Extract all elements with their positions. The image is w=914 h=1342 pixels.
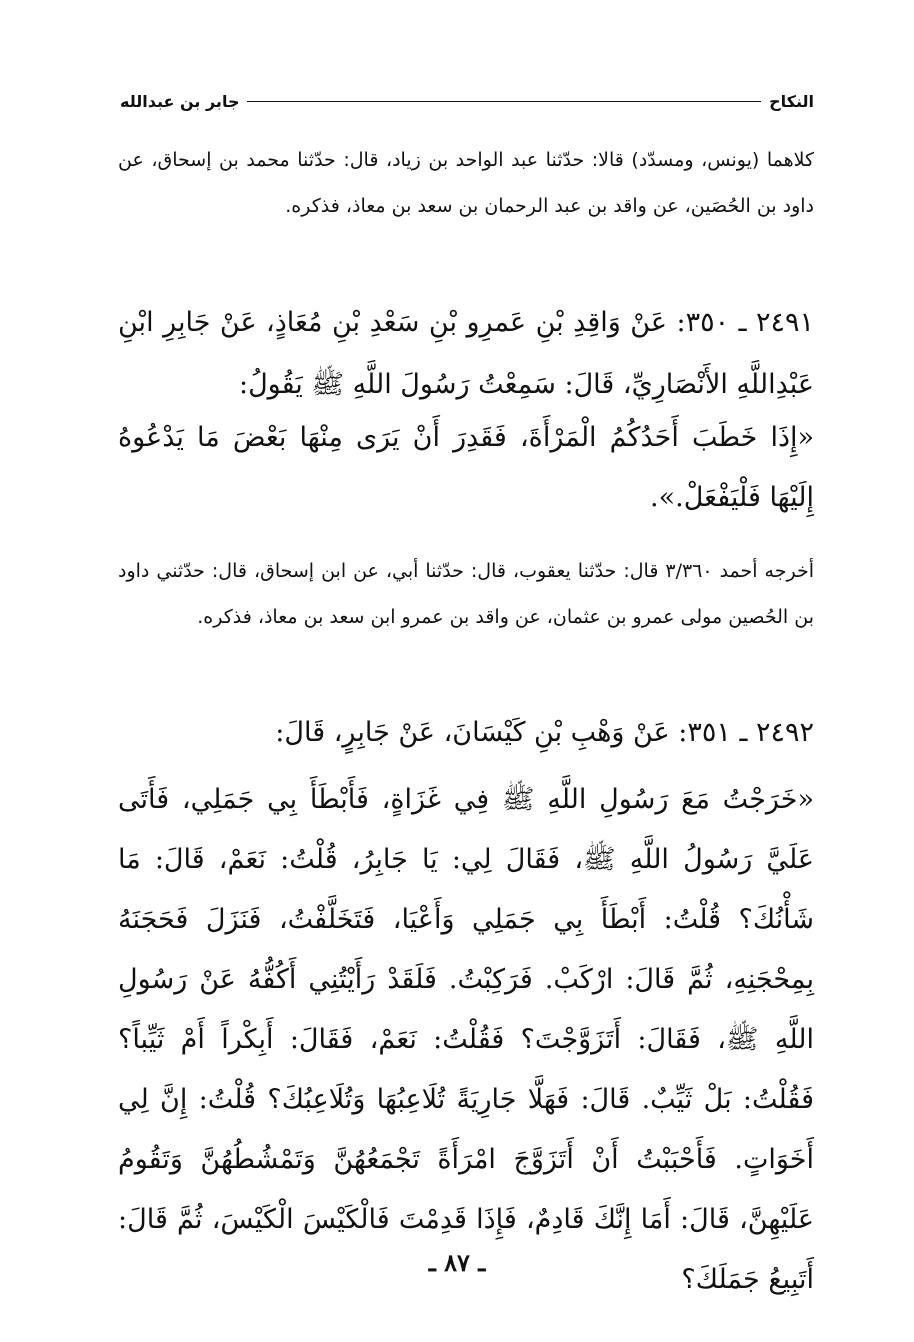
hadith-2491-heading: ٢٤٩١ ـ ٣٥٠: عَنْ وَاقِدِ بْنِ عَمرِو بْنِ سَعْدِ بْنِ مُعَاذٍ، عَنْ جَابِرِ ابْنِ عَبْدِاللَّهِ الأَنْصَارِيِّ، قَالَ: سَمِعْتُ رَسُولَ اللَّهِ ﷺ يَقُولُ: bbox=[118, 307, 815, 400]
hadith-2492-heading: ٢٤٩٢ ـ ٣٥١: عَنْ وَهْبِ بْنِ كَيْسَانَ، عَنْ جَابِرٍ، قَالَ: bbox=[275, 717, 814, 748]
header-rule bbox=[247, 101, 761, 102]
page-number: ـ ٨٧ ـ bbox=[428, 1248, 486, 1277]
isnad-paragraph: كلاهما (يونس، ومسدّد) قالا: حدّثنا عبد الواحد بن زياد، قال: حدّثنا محمد بن إسحاق، عن داود بن الحُصَين، عن واقد بن عبد الرحمان بن سعد بن معاذ، فذكره. bbox=[118, 149, 814, 217]
hadith-2491-takhrij: أخرجه أحمد ٣/٣٦٠ قال: حدّثنا يعقوب، قال: حدّثنا أبي، عن ابن إسحاق، قال: حدّثني داود بن الحُصين مولى عمرو بن عثمان، عن واقد بن عمرو ابن سعد بن معاذ، فذكره. bbox=[118, 560, 814, 628]
chapter-title: النكاح bbox=[769, 91, 814, 111]
hadith-2492-text: «خَرَجْتُ مَعَ رَسُولِ اللَّهِ ﷺ فِي غَزَاةٍ، فَأَبْطَأَ بِي جَمَلِي، فَأَتَى عَلَيَّ رَسُولُ اللَّهِ ﷺ، فَقَالَ لِي: يَا جَابِرُ، قُلْتُ: نَعَمْ، قَالَ: مَا شَأْنُكَ؟ قُلْتُ: أَبْطَأَ بِي جَمَلِي وَأَعْيَا، فَتَخَلَّفْتُ، فَنَزَلَ فَحَجَنَهُ بِمِحْجَنِهِ، ثُمَّ قَالَ: ارْكَبْ. فَرَكِبْتُ. فَلَقَدْ رَأَيْتُنِي أَكُفُّهُ عَنْ رَسُولِ اللَّهِ ﷺ، فَقَالَ: أَتَزَوَّجْتَ؟ فَقُلْتُ: نَعَمْ، فَقَالَ: أَبِكْراً أَمْ ثَيِّباً؟ فَقُلْتُ: بَلْ ثَيِّبٌ. قَالَ: فَهَلَّا جَارِيَةً تُلَاعِبُهَا وَتُلَاعِبُكَ؟ قُلْتُ: إِنَّ لِي أَخَوَاتٍ. فَأَحْبَبْتُ أَنْ أَتَزَوَّجَ امْرَأَةً تَجْمَعُهُنَّ وَتَمْشُطُهُنَّ وَتَقُومُ عَلَيْهِنَّ، قَالَ: أَمَا إِنَّكَ قَادِمٌ، فَإِذَا قَدِمْتَ فَالْكَيْسَ الْكَيْسَ، ثُمَّ قَالَ: أَتَبِيعُ جَمَلَكَ؟ bbox=[118, 784, 814, 1295]
hadith-2491-text: «إِذَا خَطَبَ أَحَدُكُمُ الْمَرْأَةَ، فَقَدِرَ أَنْ يَرَى مِنْهَا بَعْضَ مَا يَدْعُوهُ إِلَيْهَا فَلْيَفْعَلْ.». bbox=[118, 422, 814, 513]
running-header bbox=[120, 86, 814, 116]
section-author: جابر بن عبدالله bbox=[120, 91, 240, 111]
